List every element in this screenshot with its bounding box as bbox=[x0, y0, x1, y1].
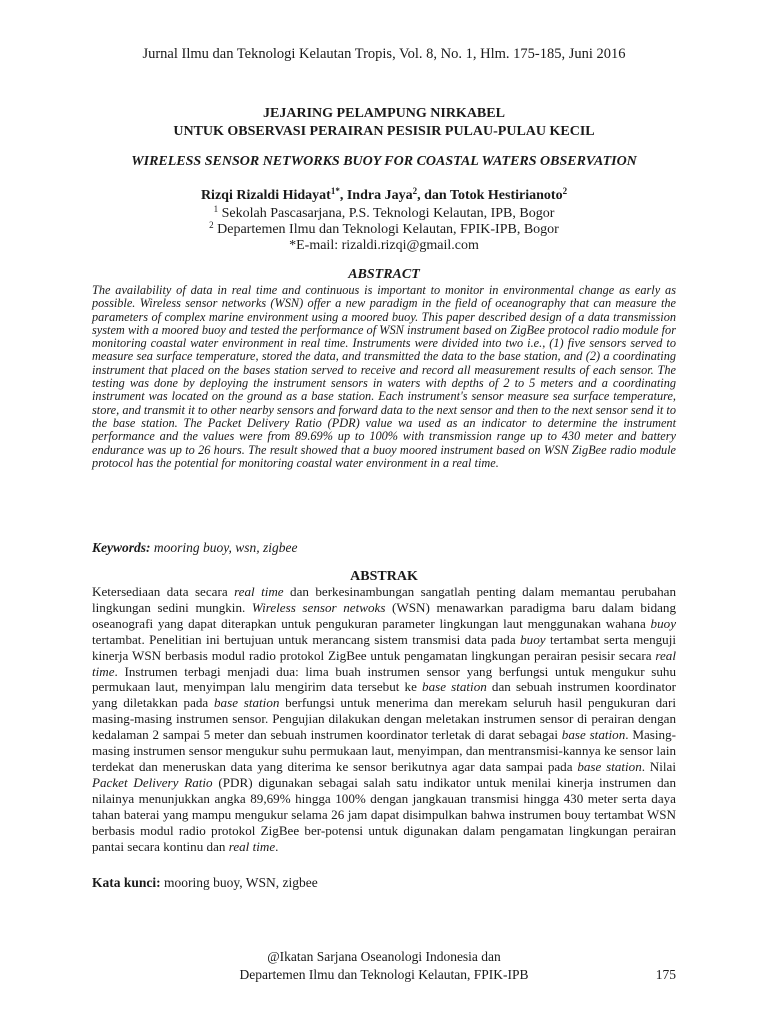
author-name: Indra Jaya bbox=[346, 188, 413, 203]
abstrak-body bbox=[92, 584, 676, 854]
author-affiliation-mark: 2 bbox=[562, 186, 568, 196]
kata-kunci-value: mooring buoy, WSN, zigbee bbox=[160, 875, 318, 890]
kata-kunci bbox=[92, 875, 676, 891]
author-separator: , bbox=[339, 188, 347, 203]
abstrak-text: . Masing-masing instrumen sensor mengukur suhu permukaan laut, menyimpan, dan mentransmisi-kannya ke sensor lain terdekat dan meneruskan data yang diterima ke sensor berikutnya agar data sampai pada bbox=[92, 727, 677, 774]
abstrak-italic-term: buoy bbox=[650, 615, 676, 631]
abstrak-text: . Nilai bbox=[641, 758, 676, 774]
keywords-label: Keywords: bbox=[92, 540, 151, 555]
english-title: WIRELESS SENSOR NETWORKS BUOY FOR COASTAL WATERS OBSERVATION bbox=[131, 154, 637, 169]
title-line-1: JEJARING PELAMPUNG NIRKABEL bbox=[263, 106, 505, 121]
corresponding-email: *E-mail: rizaldi.rizqi@gmail.com bbox=[289, 238, 479, 253]
author-list bbox=[92, 187, 676, 205]
abstrak-italic-term: real time bbox=[228, 838, 276, 854]
journal-header: Jurnal Ilmu dan Teknologi Kelautan Tropis, Vol. 8, No. 1, Hlm. 175-185, Juni 2016 bbox=[142, 46, 626, 62]
abstract-heading: ABSTRACT bbox=[348, 267, 420, 282]
article-title bbox=[92, 105, 676, 141]
affiliation-text: Sekolah Pascasarjana, P.S. Teknologi Kelautan, IPB, Bogor bbox=[218, 206, 555, 221]
abstrak-italic-term: base station bbox=[214, 695, 280, 711]
abstrak-text: (PDR) digunakan sebagai salah satu indikator untuk menilai kinerja instrumen dan nilainya menunjukkan angka 89,69% hingga 100% dengan jangkauan transmisi hingga 430 meter serta daya tahan baterai yang mampu mengukur selama 26 jam dapat disimpulkan bahwa instrumen bouy tertambat WSN berbasis modul radio protokol ZigBee ber-potensi untuk digunakan dalam pengamatan lingkungan perairan pantai secara kontinu dan bbox=[92, 774, 676, 854]
abstrak-italic-term: real time bbox=[92, 647, 676, 679]
affiliation-mark: 2 bbox=[209, 220, 214, 230]
affiliation-1 bbox=[92, 206, 676, 222]
abstrak-text: (WSN) menawarkan paradigma baru dalam bidang oseanografi yang dapat diterapkan untuk pengukuran parameter lingkungan laut menggunakan wahana bbox=[92, 599, 677, 631]
author-affiliation-mark: 1* bbox=[330, 186, 340, 196]
abstrak-italic-term: base station bbox=[561, 727, 626, 743]
affiliation-mark: 1 bbox=[213, 204, 219, 214]
abstrak-text: dan berkesinambungan sangatlah penting dalam memantau perubahan lingkungan sedini mungkin. bbox=[92, 584, 677, 615]
abstrak-heading: ABSTRAK bbox=[350, 569, 418, 584]
affiliation-2 bbox=[92, 222, 676, 238]
abstrak-text: . Instrumen terbagi menjadi dua: lima buah instrumen sensor yang berfungsi untuk mengukur suhu permukaan laut, menyimpan lalu mengirim data tersebut ke bbox=[92, 663, 676, 695]
author-name: Totok Hestirianoto bbox=[449, 188, 563, 203]
affiliation-text: Departemen Ilmu dan Teknologi Kelautan, FPIK-IPB, Bogor bbox=[213, 222, 559, 237]
author-separator: , dan bbox=[417, 188, 450, 203]
abstrak-italic-term: real time bbox=[234, 584, 284, 599]
abstrak-text: berfungsi untuk menerima dan merekam seluruh hasil pengukuran dari masing-masing instrumen sensor. Pengujian dilakukan dengan meletakan instrumen sensor di perairan dengan kedalaman 2 sampai 5 meter dan sebuah instrumen koordinator terletak di darat sebagai bbox=[92, 695, 676, 743]
keywords bbox=[92, 540, 676, 556]
footer-line-1: @Ikatan Sarjana Oseanologi Indonesia dan bbox=[267, 949, 501, 964]
abstrak-italic-term: Packet Delivery Ratio bbox=[92, 774, 213, 790]
author-name: Rizqi Rizaldi Hidayat bbox=[200, 188, 331, 203]
page-number: 175 bbox=[655, 967, 676, 982]
footer-line-2: Departemen Ilmu dan Teknologi Kelautan, FPIK-IPB bbox=[239, 967, 529, 982]
abstrak-text: . bbox=[275, 838, 279, 854]
abstrak-text: dan sebuah instrumen koordinator yang diletakkan pada bbox=[92, 679, 676, 711]
abstrak-italic-term: base station bbox=[422, 679, 487, 695]
abstrak-text: tertambat serta menguji kinerja WSN berbasis modul radio protokol ZigBee untuk pengamatan lingkungan perairan pesisir secara bbox=[92, 631, 677, 663]
page-footer bbox=[92, 948, 676, 984]
journal-page bbox=[92, 0, 676, 1024]
abstrak-text: Ketersediaan data secara bbox=[92, 584, 235, 599]
author-affiliation-mark: 2 bbox=[412, 186, 418, 196]
keywords-value: mooring buoy, wsn, zigbee bbox=[150, 540, 298, 555]
abstract-body: The availability of data in real time and continuous is important to monitor in environmental change as early as possible. Wireless sensor networks (WSN) offer a new paradigm in the field of oceanography that can measure the parameters of complex marine environment using a moored buoy. This paper described design of a data transmission system with a moored buoy and tested the performance of WSN instrument based on ZigBee protocol radio module for monitoring coastal water environment in real time. Instruments were divided into two i.e., (1) five sensors served to measure sea surface temperature, stored the data, and transmitted the data to the base station, and (2) a coordinating instrument that placed on the bases station served to receive and record all measurement results of each sensor. The testing was done by deploying the instrument sensors in waters with depths of 2 to 5 meters and a coordinating instrument was located on the ground as a base station. Each instrument's sensor measure sea surface temperature, store, and transmit it to other nearby sensors and forward data to the next sensor and then to the next sensor send it to the base station. The Packet Delivery Ratio (PDR) value wa used as an indicator to determine the instrument performance and the values were from 89.69% up to 100% with transmission range up to 430 meter and battery endurance was up to 26 hours. The result showed that a buoy moored instrument based on WSN ZigBee radio module protocol has the potential for monitoring coastal water environment in a real time. bbox=[92, 283, 676, 470]
abstrak-italic-term: base station bbox=[577, 758, 642, 774]
abstrak-italic-term: buoy bbox=[520, 631, 546, 647]
abstrak-italic-term: Wireless sensor netwoks bbox=[251, 599, 386, 615]
kata-kunci-label: Kata kunci: bbox=[92, 875, 161, 890]
title-line-2: UNTUK OBSERVASI PERAIRAN PESISIR PULAU-PULAU KECIL bbox=[173, 124, 595, 139]
abstrak-text: tertambat. Penelitian ini bertujuan untuk merancang sistem transmisi data pada bbox=[92, 631, 521, 647]
